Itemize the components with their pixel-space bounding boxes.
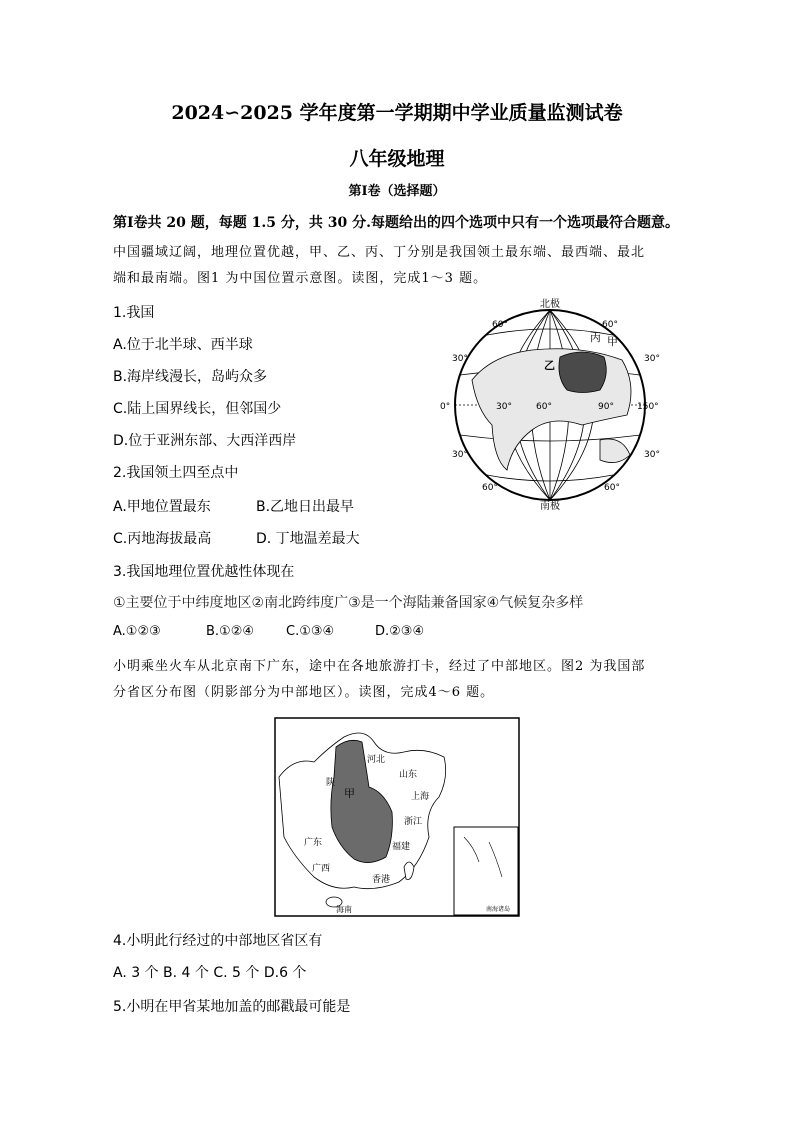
south-sea-inset (454, 827, 518, 915)
label-shanghai: 上海 (411, 792, 430, 802)
q2-option-d: D. 丁地温差最大 (256, 531, 360, 547)
q2-option-b: B.乙地日出最早 (256, 499, 355, 515)
label-shandong: 山东 (399, 770, 418, 780)
q3-statements: ①主要位于中纬度地区②南北跨纬度广③是一个海陆兼备国家④气候复杂多样 (113, 595, 584, 611)
intro-line-1: 中国疆域辽阔，地理位置优越，甲、乙、丙、丁分别是我国领土最东端、最西端、最北 (113, 245, 646, 260)
lat-30-sw: 30° (452, 450, 468, 460)
north-pole-label: 北极 (540, 299, 560, 310)
label-fujian: 福建 (392, 842, 411, 852)
china-shape (559, 352, 606, 393)
south-pole-label: 南极 (540, 501, 560, 510)
lat-30-ne: 30° (644, 354, 660, 364)
lat-60-ne: 60° (602, 320, 618, 330)
equator-left-label: 0° (440, 402, 451, 412)
section-title: 第Ⅰ卷（选择题） (348, 184, 446, 199)
intro2-line-1: 小明乘坐火车从北京南下广东，途中在各地旅游打卡，经过了中部地区。图2 为我国部 (113, 659, 646, 674)
label-jia-province: 甲 (344, 787, 355, 800)
lon-30-label: 30° (496, 402, 512, 412)
label-yi: 乙 (544, 359, 555, 372)
lat-60-sw: 60° (482, 483, 498, 493)
q5-stem: 5.小明在甲省某地加盖的邮戳最可能是 (113, 999, 351, 1015)
q3-option-b: B.①②④ (206, 624, 255, 639)
q3-option-a: A.①②③ (113, 624, 161, 639)
intro-line-2: 端和最南端。图1 为中国位置示意图。读图，完成1～3 题。 (113, 271, 488, 286)
lat-60-se: 60° (604, 483, 620, 493)
q3-option-d: D.②③④ (375, 624, 425, 639)
q3-option-c: C.①③④ (286, 624, 335, 639)
label-hainan: 海南 (336, 905, 352, 914)
globe-figure (432, 295, 672, 510)
label-hongkong: 香港 (372, 875, 391, 885)
lat-60-nw: 60° (492, 320, 508, 330)
q1-option-a: A.位于北半球、西半球 (113, 337, 253, 353)
label-inset-note: 南海诸岛 (486, 906, 511, 913)
label-hebei: 河北 (367, 755, 386, 765)
q2-option-a: A.甲地位置最东 (113, 499, 211, 515)
province-map-figure (274, 717, 520, 917)
label-jia: 甲 (607, 335, 618, 348)
label-shaanxi: 陕 (326, 778, 336, 788)
lon-60-label: 60° (536, 402, 552, 412)
exam-title: 2024∽2025 学年度第一学期期中学业质量监测试卷 (171, 102, 623, 124)
lat-30-nw: 30° (452, 354, 468, 364)
q1-option-b: B.海岸线漫长，岛屿众多 (113, 369, 268, 385)
q4-options: A. 3 个 B. 4 个 C. 5 个 D.6 个 (113, 965, 307, 981)
label-guangxi: 广西 (312, 864, 331, 874)
lon-90-label: 90° (598, 402, 614, 412)
exam-subtitle: 八年级地理 (349, 148, 445, 170)
q1-option-c: C.陆上国界线长，但邻国少 (113, 401, 282, 417)
label-guangdong: 广东 (304, 838, 323, 848)
q1-option-d: D.位于亚洲东部、大西洋西岸 (113, 433, 297, 449)
q3-stem: 3.我国地理位置优越性体现在 (113, 564, 295, 580)
intro2-line-2: 分省区分布图（阴影部分为中部地区）。读图，完成4～6 题。 (113, 685, 495, 700)
q4-stem: 4.小明此行经过的中部地区省区有 (113, 933, 323, 949)
label-zhejiang: 浙江 (404, 817, 423, 827)
instructions: 第Ⅰ卷共 20 题，每题 1.5 分，共 30 分.每题给出的四个选项中只有一个选项最符合题意。 (113, 215, 679, 231)
lon-150-label: 150° (637, 402, 659, 412)
q2-option-c: C.丙地海拔最高 (113, 531, 212, 547)
lat-30-se: 30° (644, 450, 660, 460)
q2-stem: 2.我国领土四至点中 (113, 465, 239, 481)
q1-stem: 1.我国 (113, 305, 155, 321)
label-bing: 丙 (590, 331, 601, 344)
